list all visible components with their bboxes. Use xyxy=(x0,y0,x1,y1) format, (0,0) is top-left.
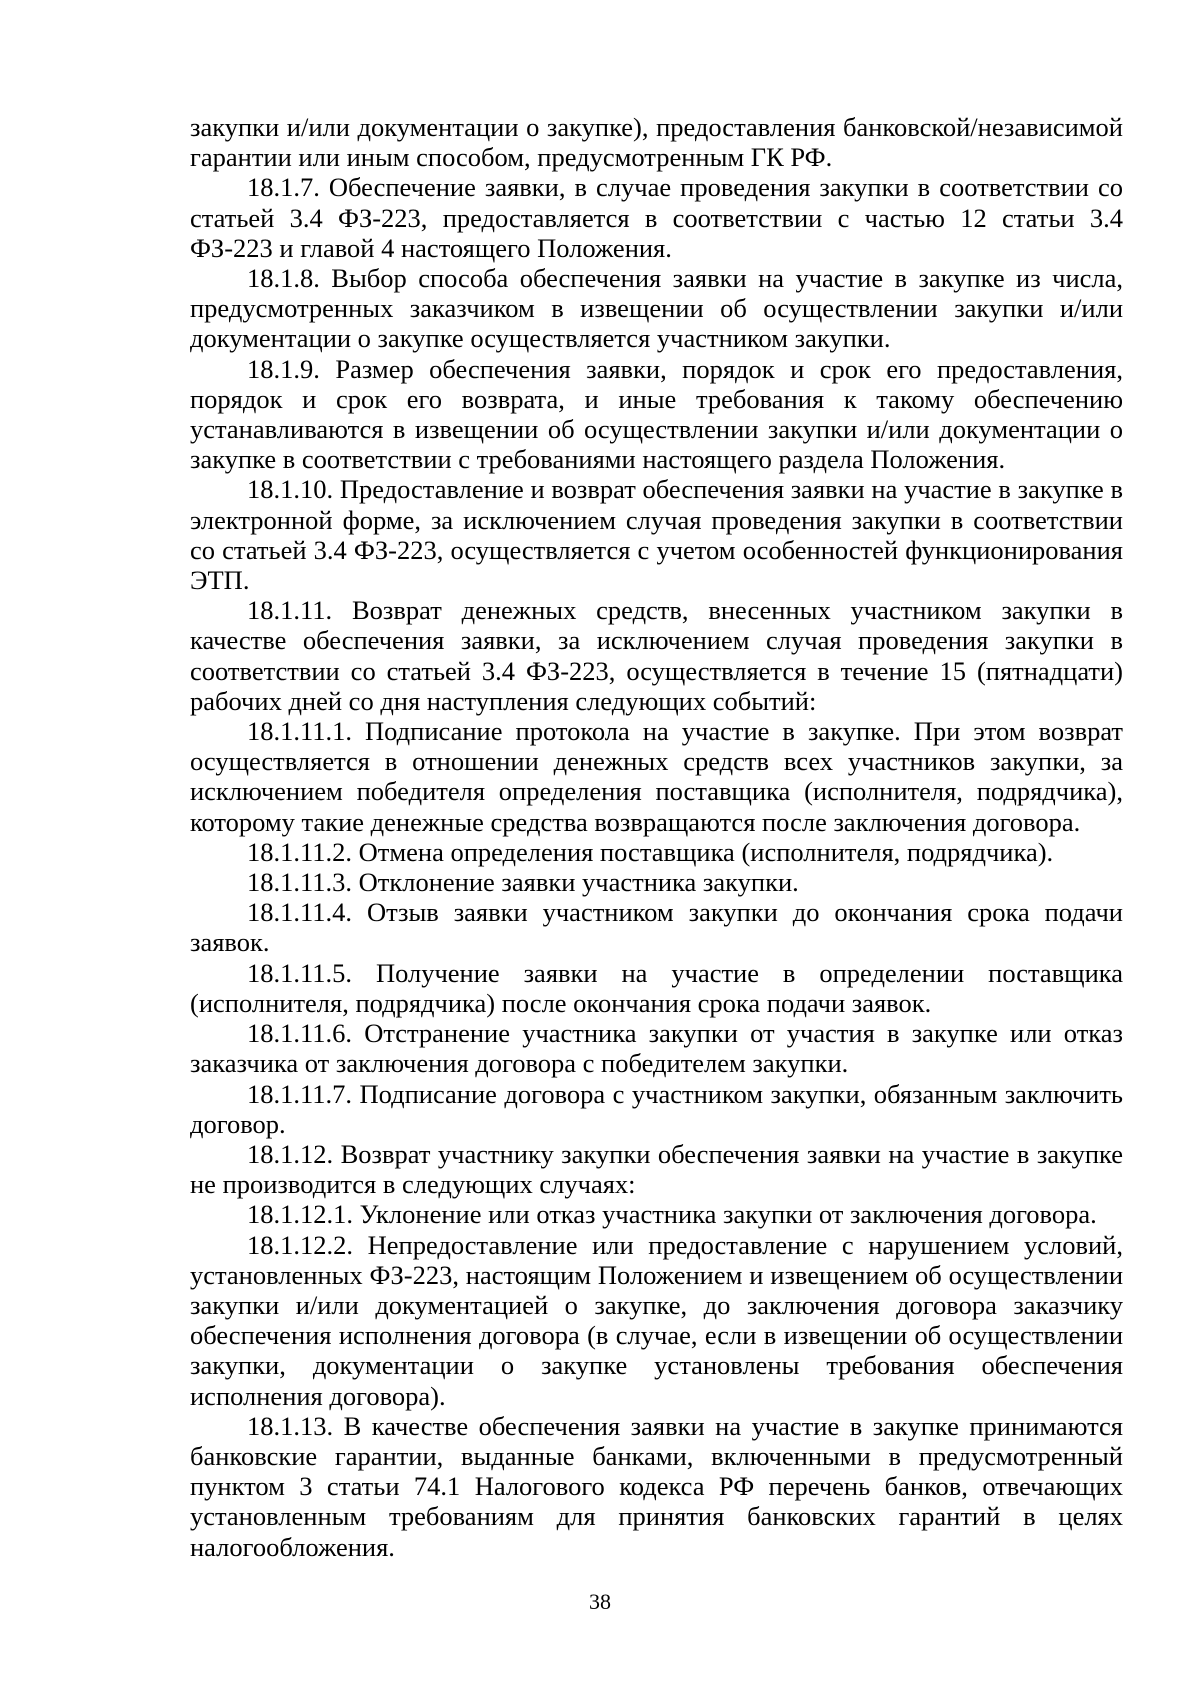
paragraph-18-1-11-3: 18.1.11.3. Отклонение заявки участника закупки. xyxy=(247,867,799,898)
paragraph-18-1-8: 18.1.8. Выбор способа обеспечения заявки на участие в закупке из числа, предусмотренных заказчиком в извещении об осуществлении закупки и/или документации о закупке осуществляется участником закупки. xyxy=(190,263,1123,354)
paragraph-continuation: закупки и/или документации о закупке), предоставления банковской/независимой гарантии или иным способом, предусмотренным ГК РФ. xyxy=(190,112,1123,173)
paragraph-18-1-12: 18.1.12. Возврат участнику закупки обеспечения заявки на участие в закупке не производится в следующих случаях: xyxy=(190,1138,1123,1200)
document-body xyxy=(190,112,1123,1562)
paragraph-18-1-9: 18.1.9. Размер обеспечения заявки, порядок и срок его предоставления, порядок и срок его возврата, и иные требования к такому обеспечению устанавливаются в извещении об осуществлении закупки и/или документации о закупке в соответствии с требованиями настоящего раздела Положения. xyxy=(190,353,1123,475)
paragraph-18-1-11-7: 18.1.11.7. Подписание договора с участником закупки, обязанным заключить договор. xyxy=(190,1078,1123,1139)
paragraph-18-1-11-4: 18.1.11.4. Отзыв заявки участником закупки до окончания срока подачи заявок. xyxy=(190,897,1123,958)
paragraph-18-1-11-2: 18.1.11.2. Отмена определения поставщика (исполнителя, подрядчика). xyxy=(247,836,1054,867)
page-number: 38 xyxy=(589,1589,611,1614)
paragraph-18-1-11: 18.1.11. Возврат денежных средств, внесенных участником закупки в качестве обеспечения заявки, за исключением случая проведения закупки в соответствии со статьей 3.4 ФЗ-223, осуществляется в течение 15 (пятнадцати) рабочих дней со дня наступления следующих событий: xyxy=(190,595,1123,716)
paragraph-18-1-13: 18.1.13. В качестве обеспечения заявки на участие в закупке принимаются банковские гарантии, выданные банками, включенными в предусмотренный пунктом 3 статьи 74.1 Налогового кодекса РФ перечень банков, отвечающих установленным требованиям для принятия банковских гарантий в целях налогообложения. xyxy=(190,1410,1123,1562)
paragraph-18-1-11-5: 18.1.11.5. Получение заявки на участие в определении поставщика (исполнителя, подрядчика) после окончания срока подачи заявок. xyxy=(190,957,1123,1018)
paragraph-18-1-12-1: 18.1.12.1. Уклонение или отказ участника закупки от заключения договора. xyxy=(247,1199,1097,1230)
paragraph-18-1-11-1: 18.1.11.1. Подписание протокола на участие в закупке. При этом возврат осуществляется в отношении денежных средств всех участников закупки, за исключением победителя определения поставщика (исполнителя, подрядчика), которому такие денежные средства возвращаются после заключения договора. xyxy=(190,716,1123,837)
paragraph-18-1-10: 18.1.10. Предоставление и возврат обеспечения заявки на участие в закупке в электронной форме, за исключением случая проведения закупки в соответствии со статьей 3.4 ФЗ-223, осуществляется с учетом особенностей функционирования ЭТП. xyxy=(190,474,1123,596)
paragraph-18-1-7: 18.1.7. Обеспечение заявки, в случае проведения закупки в соответствии со статьей 3.4 ФЗ-223, предоставляется в соответствии с частью 12 статьи 3.4 ФЗ-223 и главой 4 настоящего Положения. xyxy=(190,172,1123,263)
paragraph-18-1-12-2: 18.1.12.2. Непредоставление или предоставление с нарушением условий, установленных ФЗ-223, настоящим Положением и извещением об осуществлении закупки и/или документацией о закупке, до заключения договора заказчику обеспечения исполнения договора (в случае, если в извещении об осуществлении закупки, документации о закупке установлены требования обеспечения исполнения договора). xyxy=(190,1229,1123,1411)
paragraph-18-1-11-6: 18.1.11.6. Отстранение участника закупки от участия в закупке или отказ заказчика от заключения договора с победителем закупки. xyxy=(190,1018,1123,1079)
